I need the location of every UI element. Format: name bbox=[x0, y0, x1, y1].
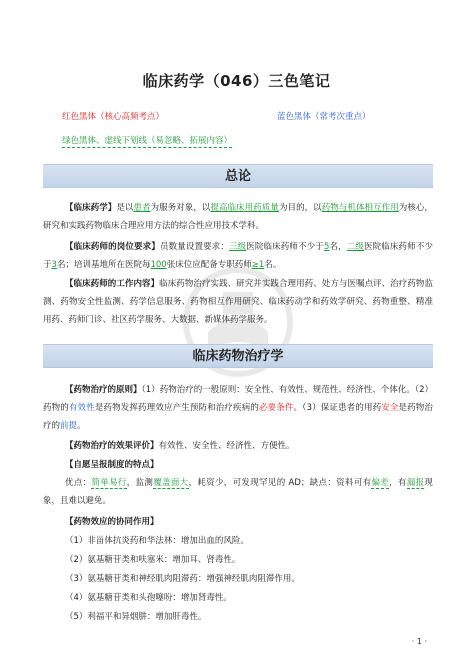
paragraph-pharmacist-duties bbox=[43, 275, 433, 329]
legend-red: 红色黑体（核心高频考点） bbox=[62, 112, 165, 122]
legend-green: 绿色黑体、虚线下划线（易忽略、拓展内容） bbox=[62, 136, 233, 146]
text: 为目的，以 bbox=[278, 203, 322, 213]
highlight-green: 覆盖面大 bbox=[153, 478, 189, 488]
list-item: （1）非甾体抗炎药和华法林：增加出血的风险。 bbox=[65, 536, 249, 546]
highlight-green: ≥1 bbox=[251, 260, 265, 270]
paragraph-reporting-pros-cons bbox=[43, 474, 433, 510]
highlight-red: 安全 bbox=[381, 403, 399, 413]
page-number: · 1 · bbox=[411, 637, 427, 646]
text: 张床位应配备专职药师 bbox=[166, 260, 252, 270]
highlight-green: 二级 bbox=[346, 242, 365, 252]
text: 是药物治疗的 bbox=[43, 403, 433, 431]
paragraph-synergy bbox=[43, 513, 433, 531]
text: 。（3）保证患者的用药 bbox=[293, 403, 382, 413]
highlight-green: 三级 bbox=[228, 242, 247, 252]
legend-blue: 蓝色黑体（常考次重点） bbox=[277, 112, 371, 122]
text: 医院临床药师不少于 bbox=[246, 242, 324, 252]
paragraph-label: 【自愿呈报制度的特点】 bbox=[65, 460, 159, 470]
text: ，有 bbox=[389, 478, 407, 488]
text: 名。 bbox=[264, 260, 282, 270]
section-heading-therapy: 临床药物治疗学 bbox=[43, 344, 433, 368]
paragraph-label: 【药物效应的协同作用】 bbox=[65, 517, 159, 527]
list-item: （4）氨基糖苷类和头孢噻吩：增加肾毒性。 bbox=[65, 593, 232, 603]
highlight-green: 漏报 bbox=[406, 478, 425, 488]
text: 。 bbox=[77, 421, 86, 431]
paragraph-label: 【药物治疗的效果评价】 bbox=[65, 441, 159, 451]
list-item: （2）氨基糖苷类和呋塞米：增加耳、肾毒性。 bbox=[65, 555, 241, 565]
highlight-blue: 前提 bbox=[60, 421, 78, 431]
text: ，耗资少，可发现罕见的 AD；缺点：资料可有 bbox=[188, 478, 372, 488]
highlight-green: 简单易行 bbox=[91, 478, 127, 488]
text: 为服务对象，以 bbox=[150, 203, 211, 213]
paragraph-label: 【临床药学】 bbox=[65, 203, 117, 213]
text: 员数量设置要求： bbox=[159, 242, 229, 252]
section-heading-overview: 总论 bbox=[43, 164, 433, 188]
text: 临床药物治疗实践、研究并实践合理用药、处方与医嘱点评、治疗药物监测、药物安全性监测、药学信息服务、药物相互作用研究、临床药动学和药效学研究、药物重整、精准用药、药师门诊、社区药学服务、大数据、新媒体药学服务。 bbox=[43, 279, 433, 325]
text: 是以 bbox=[116, 203, 134, 213]
paragraph-therapy-principles bbox=[43, 381, 433, 435]
paragraph-label: 【药物治疗的原则】 bbox=[65, 385, 142, 395]
list-item: （3）氨基糖苷类和神经肌肉阻滞药：增强神经肌肉阻滞作用。 bbox=[65, 574, 300, 584]
paragraph-label: 【临床药师的工作内容】 bbox=[65, 279, 160, 289]
highlight-green: 偏差 bbox=[371, 478, 390, 488]
text: 有效性、安全性、经济性、方便性。 bbox=[158, 441, 295, 451]
highlight-green: 3 bbox=[51, 260, 57, 270]
highlight-red: 必要条件 bbox=[258, 403, 294, 413]
paragraph-effect-evaluation bbox=[43, 437, 433, 455]
list-item: （5）利福平和异烟肼：增加肝毒性。 bbox=[65, 612, 207, 622]
paragraph-clinical-pharmacy bbox=[43, 199, 433, 235]
text: 现象，且难以避免。 bbox=[43, 478, 433, 506]
text: （1）药物治疗的一般原则：安全性、有效性、规范性、经济性、个体化。（2）药物的 bbox=[43, 385, 433, 413]
paragraph-label: 【临床药师的岗位要求】 bbox=[65, 242, 160, 252]
text: 为核心，研究和实践药物临床合理应用方法的综合性应用技术学科。 bbox=[43, 203, 433, 231]
paragraph-voluntary-reporting bbox=[43, 456, 433, 474]
page-title: 临床药学（046）三色笔记 bbox=[142, 72, 331, 90]
text: 是药物发挥药理效应产生预防和治疗疾病的 bbox=[94, 403, 259, 413]
highlight-green: 提高临床用药质量 bbox=[210, 203, 279, 213]
highlight-green: 100 bbox=[150, 260, 167, 270]
highlight-green: 药物与机体相互作用 bbox=[321, 203, 399, 213]
text: 医院临床药师不少于 bbox=[43, 242, 433, 270]
highlight-blue: 有效性 bbox=[68, 403, 95, 413]
highlight-green: 5 bbox=[323, 242, 330, 252]
paragraph-pharmacist-requirements bbox=[43, 238, 433, 274]
highlight-green: 患者 bbox=[133, 203, 151, 213]
text: 优点： bbox=[65, 478, 92, 488]
text: 名， bbox=[329, 242, 347, 252]
text: 名；培训基地所在医院每 bbox=[56, 260, 151, 270]
text: ，监测 bbox=[126, 478, 154, 488]
